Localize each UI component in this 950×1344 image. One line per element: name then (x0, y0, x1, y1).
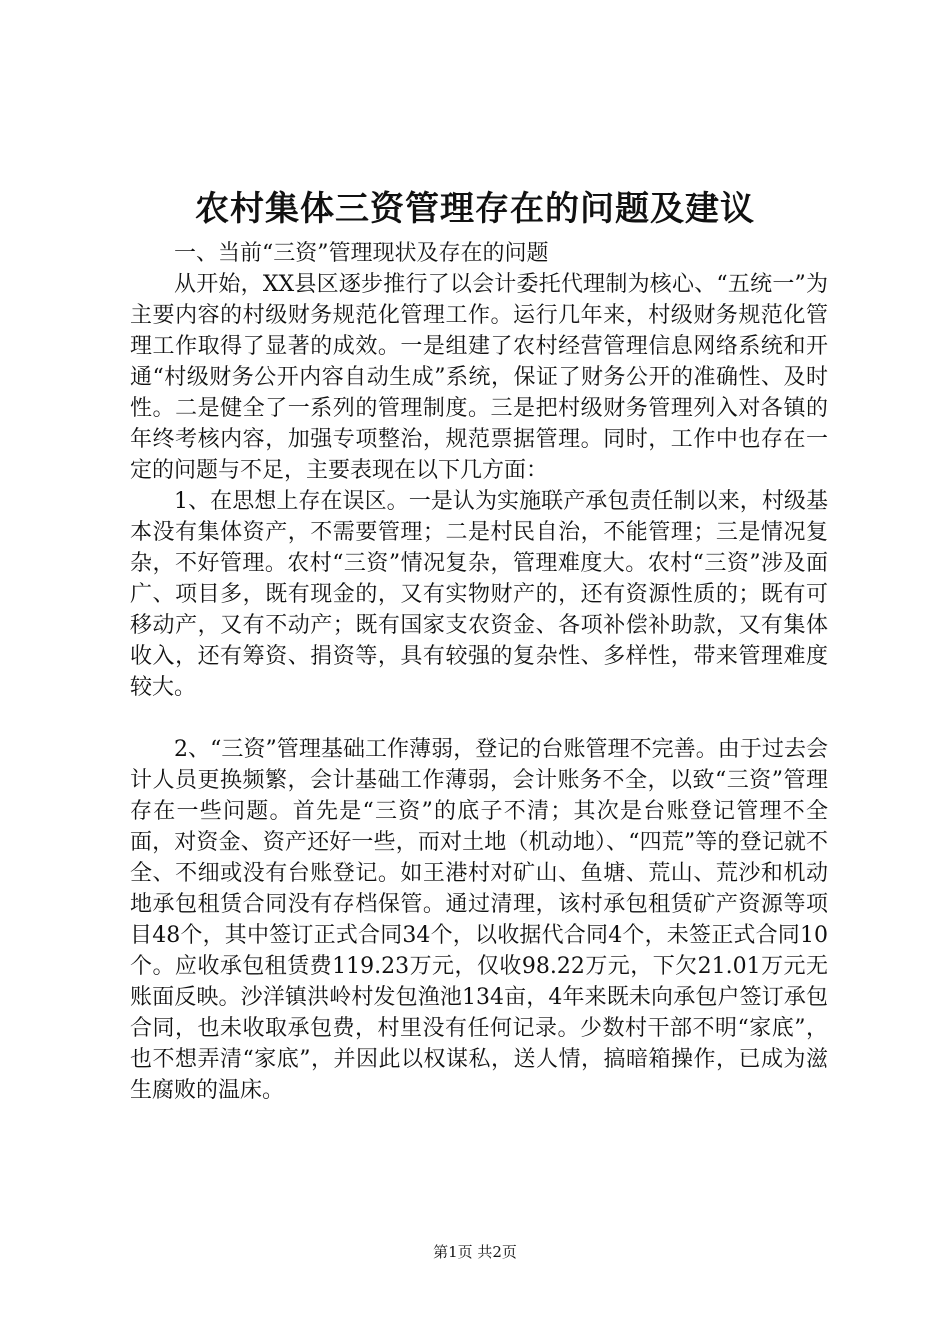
section-heading: 一、当前“三资”管理现状及存在的问题 (174, 241, 549, 266)
paragraph-overview: 从开始，XX县区逐步推行了以会计委托代理制为核心、“五统一”为主要内容的村级财务规范化管理工作。运行几年来，村级财务规范化管理工作取得了显著的成效。一是组建了农村经营管理信息网络系统和开通“村级财务公开内容自动生成”系统，保证了财务公开的准确性、及时性。二是健全了一系列的管理制度。三是把村级财务管理列入对各镇的年终考核内容，加强专项整治，规范票据管理。同时，工作中也存在一定的问题与不足，主要表现在以下几方面： (130, 272, 828, 483)
document-body (130, 238, 828, 1106)
paragraph-point-2: 2、“三资”管理基础工作薄弱，登记的台账管理不完善。由于过去会计人员更换频繁，会计基础工作薄弱，会计账务不全，以致“三资”管理存在一些问题。首先是“三资”的底子不清；其次是台账登记管理不全面，对资金、资产还好一些，而对土地（机动地）、“四荒”等的登记就不全、不细或没有台账登记。如王港村对矿山、鱼塘、荒山、荒沙和机动地承包租赁合同没有存档保管。通过清理，该村承包租赁矿产资源等项目48个，其中签订正式合同34个，以收据代合同4个，未签正式合同10个。应收承包租赁费119.23万元，仅收98.22万元，下欠21.01万元无账面反映。沙洋镇洪岭村发包渔池134亩，4年来既未向承包户签订承包合同，也未收取承包费，村里没有任何记录。少数村干部不明“家底”，也不想弄清“家底”，并因此以权谋私，送人情，搞暗箱操作，已成为滋生腐败的温床。 (130, 737, 828, 1103)
document-title: 农村集体三资管理存在的问题及建议 (195, 189, 755, 229)
page-number-footer: 第1页 共2页 (433, 1243, 517, 1261)
paragraph-point-1: 1、在思想上存在误区。一是认为实施联产承包责任制以来，村级基本没有集体资产，不需要管理；二是村民自治，不能管理；三是情况复杂，不好管理。农村“三资”情况复杂，管理难度大。农村“三资”涉及面广、项目多，既有现金的，又有实物财产的，还有资源性质的；既有可移动产，又有不动产；既有国家支农资金、各项补偿补助款，又有集体收入，还有筹资、捐资等，具有较强的复杂性、多样性，带来管理难度较大。 (130, 489, 828, 700)
